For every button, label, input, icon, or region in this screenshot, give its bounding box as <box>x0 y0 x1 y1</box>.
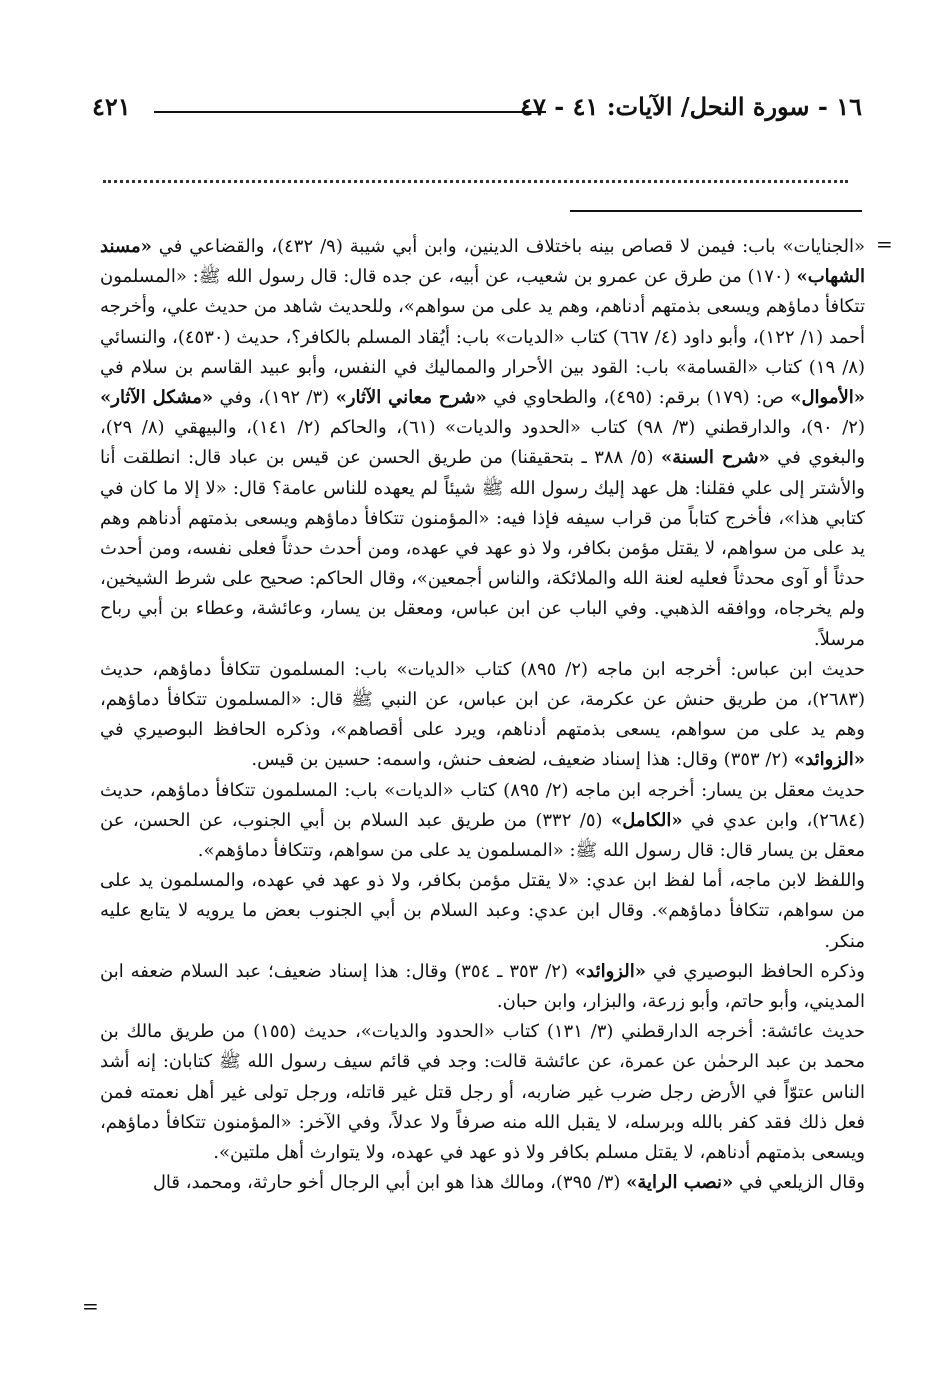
footnote-paragraph: واللفظ لابن ماجه، أما لفظ ابن عدي: «لا يقتل مؤمن بكافر، ولا ذو عهد في عهده، والمسلمون يد على من سواهم، تتكافأ دماؤهم». وقال ابن عدي: وعبد السلام بن أبي الجنوب بعض ما يرويه لا يتابع عليه منكر. <box>100 870 865 952</box>
footnotes <box>100 232 865 1199</box>
footnote-paragraph: «الجنايات» باب: فيمن لا قصاص بينه باختلاف الدينين، وابن أبي شيبة (٩/ ٤٣٢)، والقضاعي في «مسند الشهاب» (١٧٠) من طرق عن عمرو بن شعيب، عن أبيه، عن جده قال: قال رسول الله ﷺ: «المسلمون تتكافأ دماؤهم ويسعى بذمتهم أدناهم، وهم يد على من سواهم»، وللحديث شاهد من حديث علي، وأخرجه أحمد (١/ ١٢٢)، وأبو داود (٤/ ٦٦٧) كتاب «الديات» باب: أيُقاد المسلم بالكافر؟، حديث (٤٥٣٠)، والنسائي (٨/ ١٩) كتاب «القسامة» باب: القود بين الأحرار والمماليك في النفس، وأبو عبيد القاسم بن سلام في «الأموال» ص: (١٧٩) برقم: (٤٩٥)، والطحاوي في «شرح معاني الآثار» (٣/ ١٩٢)، وفي «مشكل الآثار» (٢/ ٩٠)، والدارقطني (٣/ ٩٨) كتاب «الحدود والديات» (٦١)، والحاكم (٢/ ١٤١)، والبيهقي (٨/ ٢٩)، والبغوي في «شرح السنة» (٥/ ٣٨٨ ـ بتحقيقنا) من طريق الحسن عن قيس بن عباد قال: انطلقت أنا والأشتر إلى علي فقلنا: هل عهد إليك رسول الله ﷺ شيئاً لم يعهده للناس عامة؟ قال: «لا إلا ما كان في كتابي هذا»، فأخرج كتاباً من قراب سيفه فإذا فيه: «المؤمنون تتكافأ دماؤهم ويسعى بذمتهم أدناهم وهم يد على من سواهم، لا يقتل مؤمن بكافر، ولا ذو عهد في عهده، ومن أحدث حدثاً فعلى نفسه، ومن أحدث حدثاً أو آوى محدثاً فعليه لعنة الله والملائكة، والناس أجمعين»، وقال الحاكم: صحيح على شرط الشيخين، ولم يخرجاه، ووافقه الذهبي. وفي الباب عن ابن عباس، ومعقل بن يسار، وعائشة، وعطاء بن أبي رباح مرسلاً. <box>100 236 866 650</box>
footnote-paragraph: حديث معقل بن يسار: أخرجه ابن ماجه (٢/ ٨٩٥) كتاب «الديات» باب: المسلمون تتكافأ دماؤهم، حديث (٢٦٨٤)، وابن عدي في «الكامل» (٥/ ٣٣٢) من طريق عبد السلام بن أبي الجنوب، عن الحسن، عن معقل بن يسار قال: قال رسول الله ﷺ: «المسلمون يد على من سواهم، وتتكافأ دماؤهم». <box>100 779 865 862</box>
dotted-separator <box>103 180 848 183</box>
continuation-mark-top: = <box>876 232 893 256</box>
footnote-paragraph: حديث ابن عباس: أخرجه ابن ماجه (٢/ ٨٩٥) كتاب «الديات» باب: المسلمون تتكافأ دماؤهم، حديث (٢٦٨٣)، من طريق حنش عن عكرمة، عن ابن عباس، عن النبي ﷺ قال: «المسلمون تتكافأ دماؤهم، وهم يد على من سواهم، يسعى بذمتهم أدناهم، ويرد على أقصاهم»، وذكره الحافظ البوصيري في «الزوائد» (٢/ ٣٥٣) وقال: هذا إسناد ضعيف، لضعف حنش، واسمه: حسين بن قيس. <box>100 658 865 771</box>
page-number: ٤٢١ <box>92 92 131 121</box>
footnote-rule <box>570 210 862 212</box>
continuation-mark-bottom: = <box>82 1294 99 1318</box>
running-header <box>92 92 862 132</box>
footnote-paragraph: حديث عائشة: أخرجه الدارقطني (٣/ ١٣١) كتاب «الحدود والديات»، حديث (١٥٥) من طريق مالك بن محمد بن عبد الرحمٰن عن عمرة، عن عائشة قالت: وجد في قائم سيف رسول الله ﷺ كتابان: إنه أشد الناس عتوّاً في الأرض رجل ضرب غير ضاربه، أو رجل قتل غير قاتله، ورجل تولى غير أهل نعمته فمن فعل ذلك فقد كفر بالله وبرسله، لا يقبل الله منه صرفاً ولا عدلاً، وفي الآخر: «المؤمنون تتكافأ دماؤهم، ويسعى بذمتهم أدناهم، لا يقتل مسلم بكافر ولا ذو عهد في عهده، ولا يتوارث أهل ملتين». <box>100 1021 865 1164</box>
footnote-paragraph: وقال الزيلعي في «نصب الراية» (٣/ ٣٩٥)، ومالك هذا هو ابن أبي الرجال أخو حارثة، ومحمد، قال <box>152 1172 865 1194</box>
chapter-title: ١٦ - سورة النحل/ الآيات: ٤١ - ٤٧ <box>520 92 862 121</box>
footnote-paragraph: وذكره الحافظ البوصيري في «الزوائد» (٢/ ٣٥٣ ـ ٣٥٤) وقال: هذا إسناد ضعيف؛ عبد السلام ضعفه ابن المديني، وأبو حاتم، وأبو زرعة، والبزار، وابن حبان. <box>100 960 865 1013</box>
header-rule <box>154 111 546 113</box>
